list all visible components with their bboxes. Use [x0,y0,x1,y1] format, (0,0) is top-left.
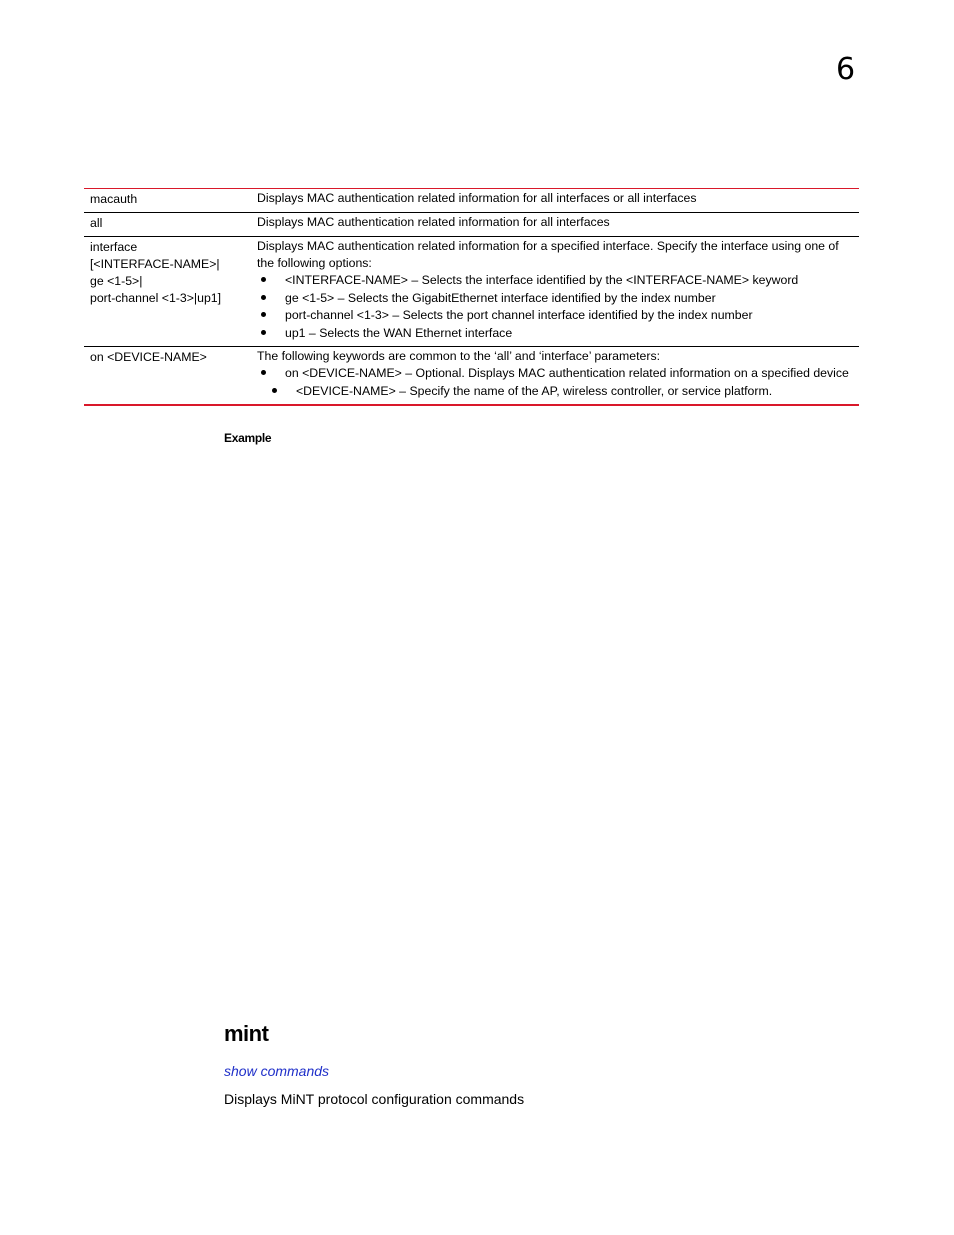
example-heading: Example [224,431,272,445]
table-row [84,189,859,213]
list-item: <INTERFACE-NAME> – Selects the interface identified by the <INTERFACE-NAME> keyword [285,272,853,290]
option-list [257,272,853,342]
list-item: on <DEVICE-NAME> – Optional. Displays MAC authentication related information on a specified device [285,365,853,383]
list-item: up1 – Selects the WAN Ethernet interface [285,325,853,343]
section-title: mint [224,1021,269,1046]
param-cell [84,213,251,237]
section-description: Displays MiNT protocol configuration commands [224,1091,525,1107]
param-name: on <DEVICE-NAME> [90,350,207,364]
description-cell [251,347,859,406]
show-commands-link[interactable]: show commands [224,1063,330,1079]
list-item: ge <1-5> – Selects the GigabitEthernet interface identified by the index number [285,290,853,308]
param-description: Displays MAC authentication related information for all interfaces [257,215,610,229]
sub-list-item: <DEVICE-NAME> – Specify the name of the AP, wireless controller, or service platform. [285,383,853,401]
param-cell [84,189,251,213]
list-item: port-channel <1-3> – Selects the port channel interface identified by the index number [285,307,853,325]
parameter-table [84,188,859,406]
param-description: Displays MAC authentication related information for all interfaces or all interfaces [257,191,697,205]
param-cell [84,347,251,406]
option-list [257,365,853,400]
param-name: macauth [90,192,138,206]
description-cell [251,213,859,237]
param-name-line: ge <1-5>| [90,274,143,288]
param-description: The following keywords are common to the ‘all’ and ‘interface’ parameters: [257,349,661,363]
param-cell [84,237,251,347]
param-name: all [90,216,103,230]
param-name-line: port-channel <1-3>|up1] [90,291,222,305]
param-name: interface [90,240,138,254]
description-cell [251,189,859,213]
table-row [84,237,859,347]
param-description: Displays MAC authentication related information for a specified interface. Specify the interface using one of the following options: [257,239,839,270]
table-row [84,213,859,237]
param-name-line: [<INTERFACE-NAME>| [90,257,220,271]
table-row [84,347,859,406]
description-cell [251,237,859,347]
chapter-number: 6 [836,52,856,87]
